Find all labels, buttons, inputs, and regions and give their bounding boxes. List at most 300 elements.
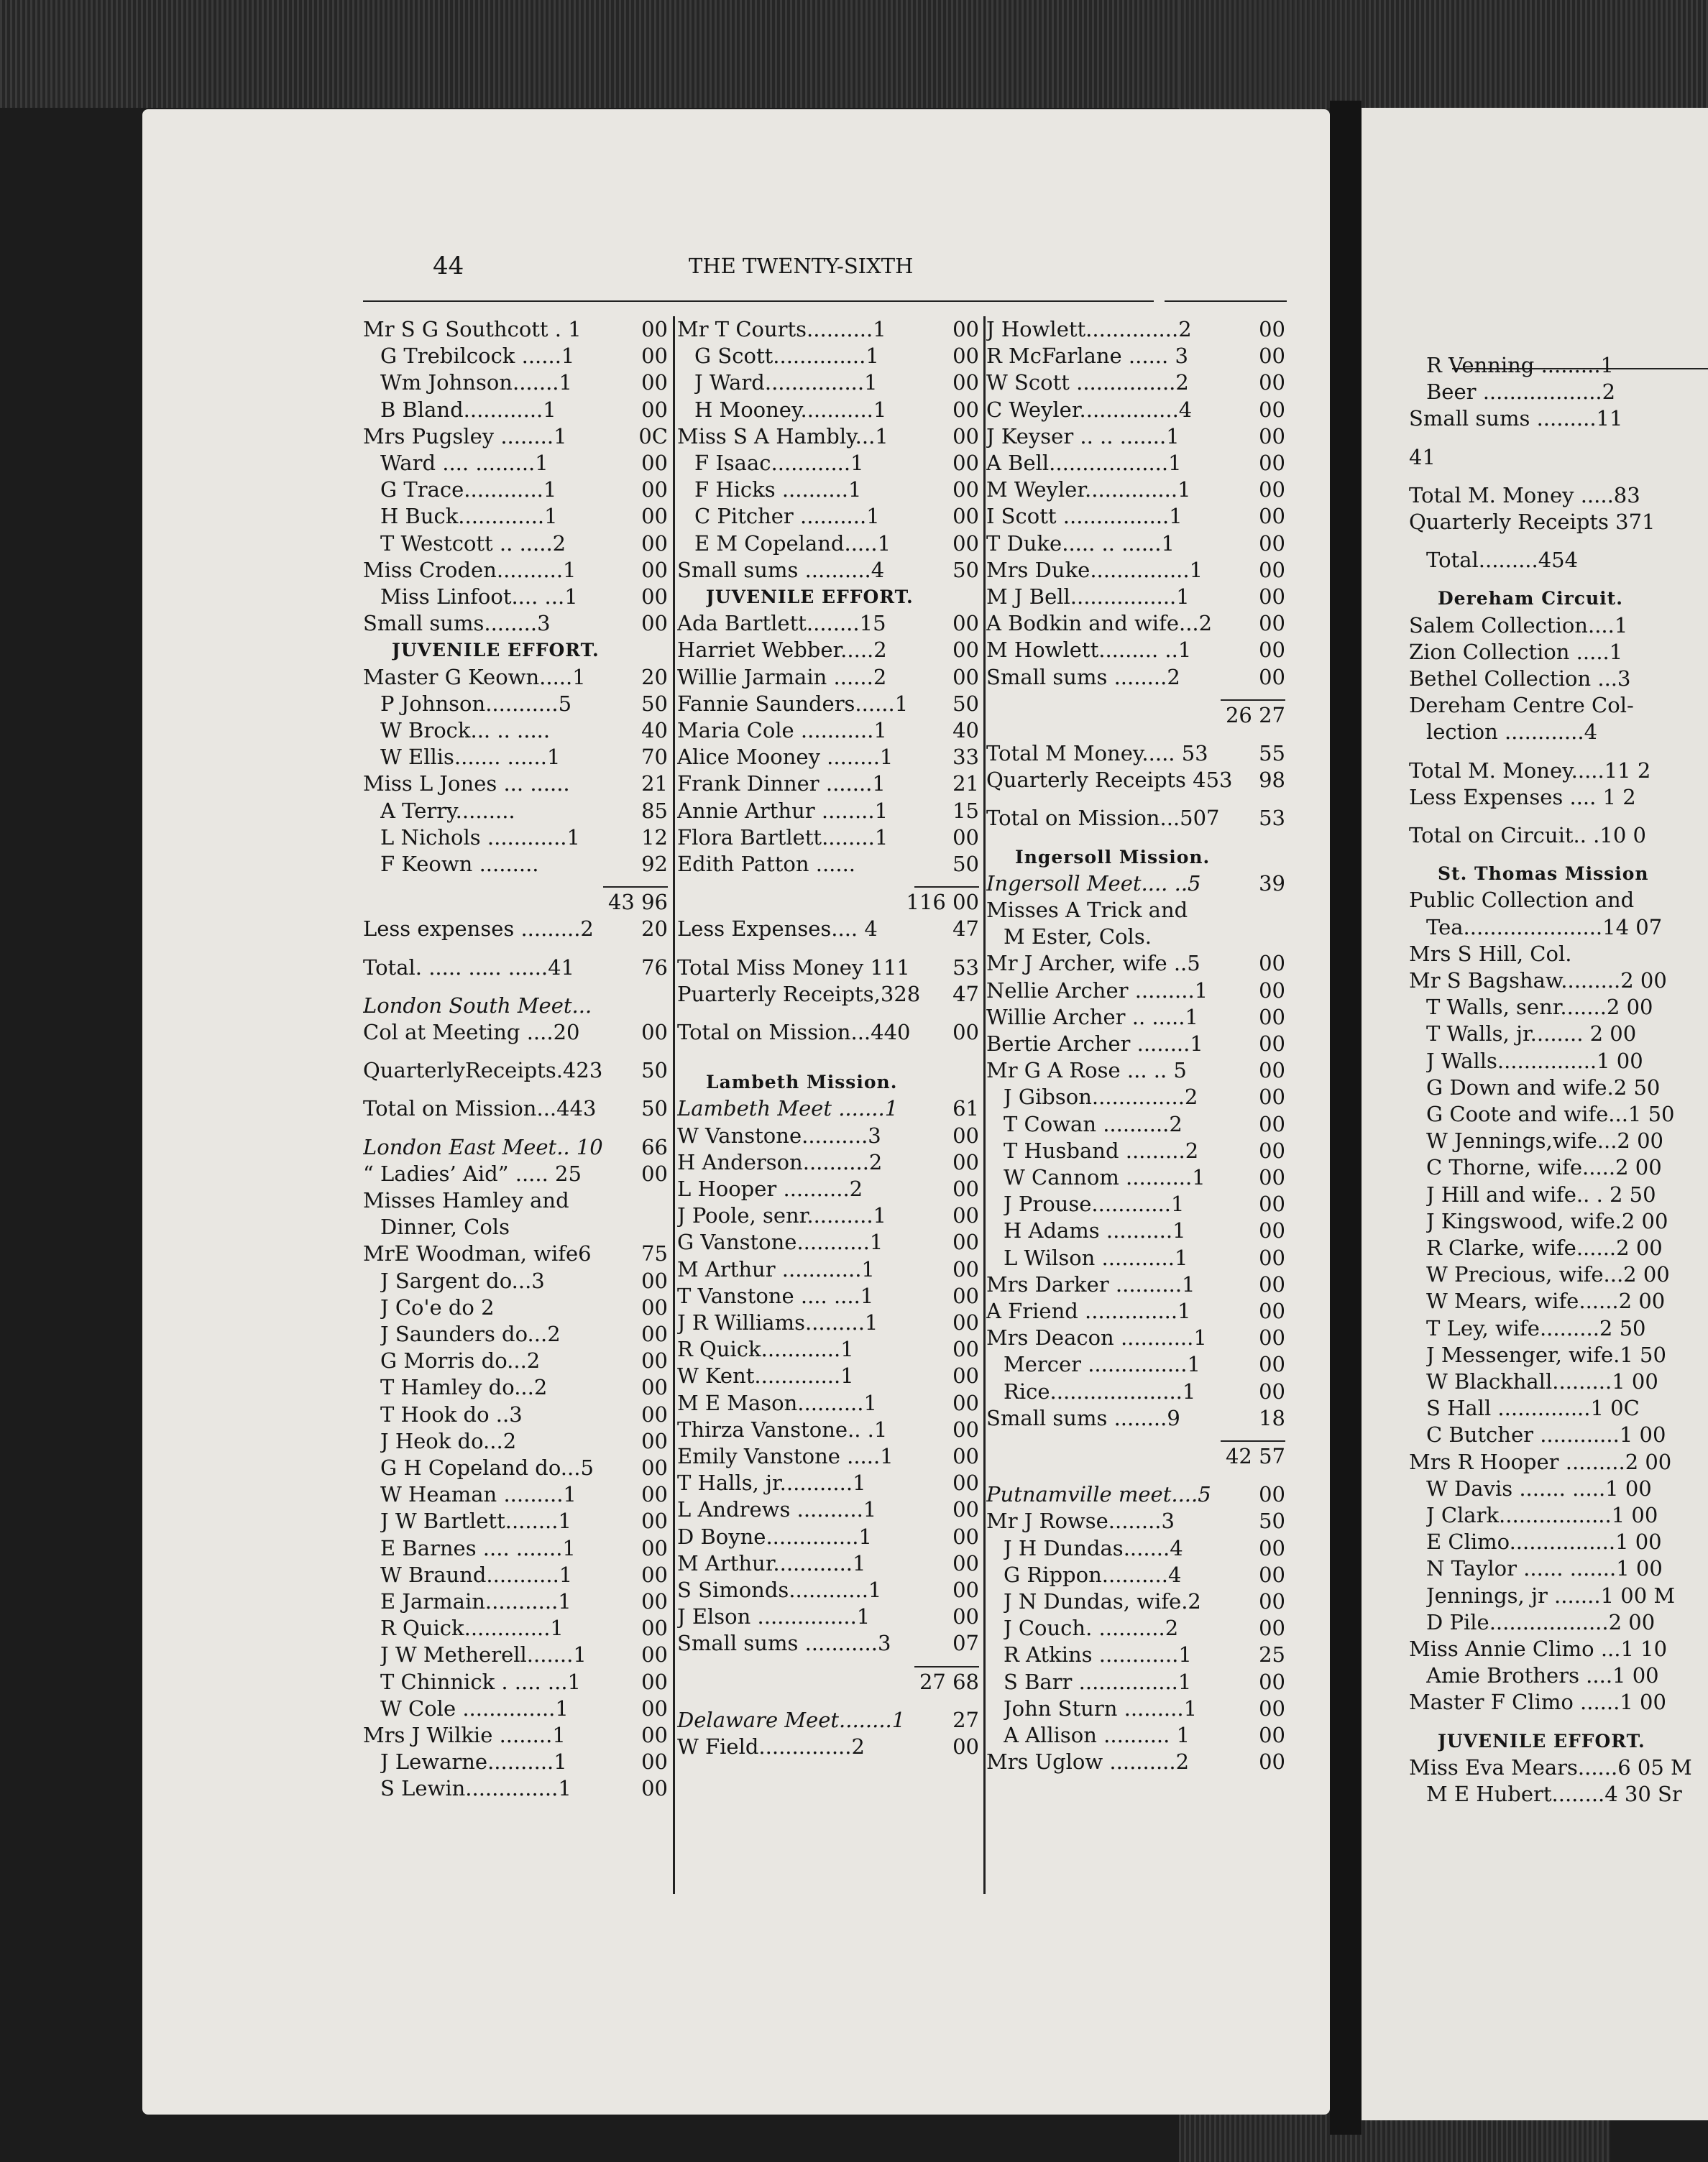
ledger-entry: W Jennings,wife...2 00: [1426, 1128, 1664, 1154]
ledger-entry: Less Expenses.... 4: [677, 916, 878, 942]
ledger-entry: Total.........454: [1426, 548, 1579, 573]
ledger-entry: Willie Archer .. .....1: [986, 1004, 1198, 1029]
amount-cents: 00: [1259, 1723, 1285, 1747]
ledger-entry: T Hamley do...2: [380, 1375, 548, 1400]
amount-cents: 00: [641, 1294, 668, 1320]
ledger-entry: W Cole ..............1: [380, 1696, 569, 1721]
ledger-entry: J Hill and wife.. . 2 50: [1426, 1182, 1656, 1207]
ledger-entry: L Andrews ..........1: [677, 1497, 877, 1522]
ledger-entry: Puarterly Receipts,328: [677, 981, 921, 1006]
ledger-entry: Less Expenses .... 1 2: [1409, 784, 1636, 809]
ledger-entry: Fannie Saunders......1: [677, 691, 909, 716]
amount-cents: 00: [1259, 1669, 1285, 1694]
amount-cents: 00: [1259, 1245, 1285, 1270]
amount-cents: 00: [1259, 1325, 1285, 1351]
amount-cents: 00: [952, 397, 979, 422]
ledger-entry: Lambeth Meet .......1: [677, 1096, 899, 1121]
amount-cents: 00: [952, 1734, 979, 1759]
ledger-entry: Col at Meeting ....20: [363, 1020, 580, 1044]
ledger-entry: Maria Cole ...........1: [677, 718, 887, 742]
ledger-entry: “ Ladies’ Aid” ..... 25: [363, 1161, 582, 1186]
amount-cents: 0C: [638, 423, 668, 448]
ledger-entry: M E Hubert........4 30 Sr: [1426, 1782, 1682, 1806]
ledger-entry: Total M. Money .....83: [1409, 482, 1640, 507]
ledger-entry: J H Dundas.......4: [1004, 1535, 1183, 1560]
ledger-entry: Mr S G Southcott . 1: [363, 317, 582, 341]
ledger-entry: Master G Keown.....1: [363, 664, 586, 689]
amount-cents: 00: [952, 1578, 979, 1602]
ledger-entry: J Kingswood, wife.2 00: [1426, 1208, 1668, 1233]
amount-cents: 15: [952, 798, 979, 823]
amount-cents: 00: [1259, 1616, 1285, 1641]
ledger-entry: M Weyler..............1: [986, 477, 1191, 502]
amount-cents: 00: [952, 1524, 979, 1549]
ledger-entry: Salem Collection....1: [1409, 612, 1628, 638]
amount-cents: 00: [952, 451, 979, 475]
amount-cents: 61: [952, 1096, 979, 1121]
amount-cents: 00: [952, 1471, 979, 1496]
page-title: THE TWENTY-SIXTH: [689, 254, 914, 278]
header-rule-right: [1165, 300, 1287, 302]
amount-cents: 00: [641, 530, 668, 556]
amount-cents: 00: [1259, 664, 1285, 689]
amount-cents: 00: [1259, 1482, 1285, 1507]
amount-cents: 47: [952, 981, 979, 1006]
amount-cents: 00: [952, 1390, 979, 1415]
ledger-entry: Frank Dinner .......1: [677, 771, 886, 796]
amount-cents: 00: [1259, 978, 1285, 1003]
ledger-entry: W Davis ....... .....1 00: [1426, 1476, 1652, 1501]
ledger-entry: Beer ..................2: [1426, 380, 1616, 405]
ledger-entry: Total M. Money.....11 2: [1409, 758, 1651, 783]
ledger-entry: D Boyne..............1: [677, 1524, 872, 1549]
ledger-entry: J Elson ...............1: [677, 1604, 871, 1629]
ledger-entry: Less expenses .........2: [363, 916, 594, 942]
ledger-entry: W Scott ...............2: [986, 370, 1189, 395]
ledger-entry: W Braund...........1: [380, 1562, 573, 1587]
amount-cents: 00: [952, 1444, 979, 1468]
ledger-entry: T Ley, wife.........2 50: [1426, 1315, 1646, 1340]
ledger-entry: C Butcher ............1 00: [1426, 1422, 1666, 1448]
ledger-entry: D Pile..................2 00: [1426, 1609, 1656, 1634]
amount-cents: 70: [641, 745, 668, 770]
amount-cents: 00: [952, 344, 979, 369]
amount-cents: 00: [952, 1550, 979, 1576]
ledger-entry: T Walls, jr........ 2 00: [1426, 1021, 1637, 1046]
ledger-entry: R McFarlane ...... 3: [986, 344, 1188, 369]
amount-cents: 00: [641, 1562, 668, 1587]
ledger-entry: T Walls, senr.......2 00: [1426, 995, 1653, 1020]
ledger-entry: S Hall ..............1 0C: [1426, 1396, 1640, 1421]
ledger-entry: Miss Eva Mears......6 05 M: [1409, 1754, 1692, 1780]
ledger-entry: A Terry.........: [380, 798, 515, 823]
ledger-entry: G Scott..............1: [694, 344, 879, 369]
ledger-entry: W Vanstone..........3: [677, 1123, 881, 1148]
ledger-entry: M E Mason..........1: [677, 1390, 877, 1415]
amount-cents: 00: [641, 1455, 668, 1480]
ledger-entry: G Vanstone...........1: [677, 1230, 883, 1255]
amount-cents: 00: [1259, 530, 1285, 556]
column-divider-2: [983, 316, 986, 1894]
amount-cents: 00: [641, 477, 668, 502]
ledger-entry: J Ward...............1: [694, 370, 878, 395]
amount-cents: 50: [1259, 1509, 1285, 1534]
amount-cents: 50: [952, 852, 979, 876]
amount-cents: 00: [641, 397, 668, 422]
amount-cents: 00: [952, 611, 979, 636]
amount-cents: 00: [1259, 1535, 1285, 1560]
ledger-entry: J Clark.................1 00: [1426, 1503, 1658, 1527]
ledger-entry: Mrs Deacon ...........1: [986, 1325, 1207, 1351]
ledger-entry: MrE Woodman, wife6: [363, 1241, 592, 1266]
ledger-entry: H Buck.............1: [380, 504, 558, 529]
section-heading: JUVENILE EFFORT.: [392, 640, 600, 661]
ledger-entry: T Halls, jr...........1: [677, 1471, 866, 1496]
ledger-entry: G Morris do...2: [380, 1348, 541, 1374]
amount-cents: 00: [641, 451, 668, 475]
ledger-entry: London South Meet...: [363, 993, 592, 1018]
amount-cents: 00: [952, 1230, 979, 1255]
amount-cents: 00: [1259, 1031, 1285, 1056]
amount-cents: 00: [1259, 1058, 1285, 1083]
ledger-entry: W Cannom ..........1: [1004, 1165, 1206, 1190]
ledger-entry: T Westcott .. .....2: [380, 530, 566, 556]
amount-cents: 00: [641, 1509, 668, 1534]
section-heading: Lambeth Mission.: [706, 1072, 898, 1093]
amount-cents: 00: [641, 1428, 668, 1453]
ledger-entry: J Walls...............1 00: [1426, 1048, 1643, 1073]
amount-cents: 00: [641, 1749, 668, 1775]
section-heading: Dereham Circuit.: [1438, 588, 1623, 610]
ledger-entry: Harriet Webber.....2: [677, 638, 887, 663]
amount-cents: 25: [1259, 1642, 1285, 1668]
ledger-entry: 41: [1409, 444, 1436, 469]
ledger-entry: Public Collection and: [1409, 888, 1635, 913]
amount-cents: [1244, 924, 1285, 950]
amount-cents: 00: [641, 1020, 668, 1044]
ledger-entry: Mrs Uglow ..........2: [986, 1749, 1190, 1775]
ledger-entry: Rice....................1: [1004, 1379, 1196, 1404]
amount-cents: 00: [1259, 1004, 1285, 1029]
ledger-entry: J Heok do...2: [380, 1428, 517, 1453]
ledger-entry: S Simonds............1: [677, 1578, 882, 1602]
amount-cents: 00: [1259, 1111, 1285, 1136]
amount-cents: 53: [1259, 806, 1285, 831]
amount-cents: 00: [1259, 504, 1285, 529]
ledger-entry: L Wilson ...........1: [1004, 1245, 1188, 1270]
ledger-entry: Annie Arthur ........1: [677, 798, 889, 823]
ledger-entry: W Mears, wife......2 00: [1426, 1289, 1666, 1314]
amount-cents: 00: [952, 1497, 979, 1522]
ledger-entry: Nellie Archer .........1: [986, 978, 1208, 1003]
amount-cents: 00: [952, 664, 979, 689]
ledger-entry: Jennings, jr .......1 00 M: [1426, 1583, 1676, 1608]
amount-cents: 00: [1259, 397, 1285, 422]
amount-cents: 00: [641, 1696, 668, 1721]
ledger-entry: Mr G A Rose ... .. 5: [986, 1058, 1187, 1083]
amount-cents: 21: [952, 771, 979, 796]
ledger-entry: Total on Mission...443: [363, 1096, 597, 1121]
amount-cents: [623, 1187, 668, 1214]
ledger-entry: G Coote and wife...1 50: [1426, 1102, 1675, 1126]
amount-cents: 00: [952, 1123, 979, 1148]
amount-cents: 00: [1259, 1138, 1285, 1163]
ledger-entry: Small sums ........2: [986, 664, 1180, 689]
ledger-entry: Total on Mission...440: [677, 1020, 911, 1044]
ledger-entry: A Allison .......... 1: [1004, 1723, 1190, 1747]
amount-cents: 00: [952, 1149, 979, 1174]
amount-cents: 00: [952, 1310, 979, 1335]
amount-cents: 00: [1259, 611, 1285, 636]
ledger-entry: Mr J Archer, wife ..5: [986, 951, 1200, 976]
ledger-entry: B Bland............1: [380, 397, 556, 422]
ledger-entry: G Trace............1: [380, 477, 557, 502]
amount-cents: 98: [1259, 768, 1285, 793]
amount-cents: 00: [1259, 1165, 1285, 1190]
ledger-entry: A Bell..................1: [986, 451, 1182, 475]
ledger-entry: Misses Hamley and: [363, 1188, 569, 1213]
ledger-entry: J Couch. ..........2: [1004, 1616, 1179, 1641]
ledger-entry: M Arthur ............1: [677, 1256, 875, 1282]
ledger-entry: G Down and wife.2 50: [1426, 1075, 1661, 1100]
ledger-entry: G H Copeland do...5: [380, 1455, 594, 1480]
ledger-entry: Mr S Bagshaw.........2 00: [1409, 968, 1667, 993]
amount-cents: 00: [1259, 951, 1285, 976]
ledger-entry: W Heaman .........1: [380, 1482, 577, 1507]
ledger-entry: E Jarmain...........1: [380, 1589, 571, 1614]
ledger-entry: J Messenger, wife.1 50: [1426, 1342, 1666, 1367]
ledger-entry: E Barnes .... .......1: [380, 1535, 576, 1560]
amount-cents: 00: [641, 1642, 668, 1668]
amount-cents: 21: [641, 771, 668, 796]
ledger-entry: Mrs Pugsley ........1: [363, 423, 567, 448]
section-heading: St. Thomas Mission: [1438, 863, 1649, 885]
amount-cents: 00: [952, 317, 979, 341]
ledger-entry: E Climo................1 00: [1426, 1530, 1662, 1555]
amount-cents: 00: [1259, 584, 1285, 609]
ledger-entry: R Quick.............1: [380, 1616, 564, 1641]
amount-cents: 42 57: [1225, 1444, 1285, 1468]
ledger-entry: Mrs R Hooper .........2 00: [1409, 1449, 1672, 1474]
amount-cents: 00: [641, 1616, 668, 1641]
ledger-entry: F Keown .........: [380, 852, 539, 876]
ledger-entry: Edith Patton ......: [677, 852, 856, 876]
ledger-entry: A Friend ..............1: [986, 1299, 1191, 1323]
amount-cents: 00: [1259, 557, 1285, 582]
subtotal-rule: [603, 886, 668, 888]
amount-cents: 00: [641, 1161, 668, 1186]
amount-cents: 76: [641, 954, 668, 980]
ledger-entry: J Lewarne..........1: [380, 1749, 567, 1775]
amount-cents: 00: [952, 477, 979, 502]
ledger-entry: J Poole, senr..........1: [677, 1203, 887, 1228]
ledger-entry: J W Metherell.......1: [380, 1642, 587, 1668]
ledger-entry: T Cowan ..........2: [1004, 1111, 1183, 1136]
ledger-entry: Mercer ...............1: [1004, 1352, 1200, 1377]
ledger-entry: T Vanstone .... ....1: [677, 1283, 874, 1308]
ledger-entry: M Ester, Cols.: [1004, 924, 1152, 949]
amount-cents: 00: [641, 611, 668, 636]
ledger-entry: Ward .... .........1: [380, 451, 548, 475]
ledger-entry: Ingersoll Meet.... ..5: [986, 870, 1201, 896]
amount-cents: 00: [1259, 1192, 1285, 1217]
amount-cents: 50: [641, 1058, 668, 1083]
amount-cents: 00: [1259, 317, 1285, 341]
ledger-entry: Total on Circuit.. .10 0: [1409, 823, 1646, 847]
amount-cents: 00: [1259, 477, 1285, 502]
amount-cents: 85: [641, 798, 668, 823]
amount-cents: 33: [952, 745, 979, 770]
amount-cents: 00: [1259, 1271, 1285, 1297]
amount-cents: 00: [952, 1203, 979, 1228]
ledger-entry: A Bodkin and wife...2: [986, 611, 1213, 636]
ledger-entry: F Hicks ..........1: [694, 477, 862, 502]
ledger-entry: Quarterly Receipts 453: [986, 768, 1233, 793]
amount-cents: 00: [641, 1669, 668, 1694]
amount-cents: 00: [641, 1482, 668, 1507]
amount-cents: 00: [1259, 1749, 1285, 1775]
amount-cents: 00: [952, 1337, 979, 1362]
ledger-entry: Emily Vanstone .....1: [677, 1444, 894, 1468]
ledger-entry: Small sums ........9: [986, 1405, 1180, 1430]
ledger-entry: Miss Linfoot.... ...1: [380, 584, 578, 609]
ledger-entry: M J Bell................1: [986, 584, 1190, 609]
amount-cents: 116 00: [906, 890, 979, 915]
amount-cents: 00: [1259, 1085, 1285, 1110]
subtotal-rule: [1221, 1440, 1285, 1442]
ledger-entry: R Atkins ............1: [1004, 1642, 1192, 1668]
ledger-entry: F Isaac............1: [694, 451, 864, 475]
amount-cents: 12: [641, 824, 668, 850]
amount-cents: 27: [952, 1707, 979, 1732]
amount-cents: 00: [1259, 638, 1285, 663]
ledger-entry: T Hook do ..3: [380, 1402, 523, 1427]
ledger-entry: S Barr ...............1: [1004, 1669, 1192, 1694]
amount-cents: 20: [641, 916, 668, 942]
section-heading: Ingersoll Mission.: [1015, 846, 1211, 868]
ledger-entry: W Brock... .. .....: [380, 718, 551, 742]
amount-cents: 00: [641, 317, 668, 341]
amount-cents: 00: [641, 1268, 668, 1293]
ledger-entry: Miss L Jones ... ......: [363, 771, 570, 796]
amount-cents: 55: [1259, 741, 1285, 765]
amount-cents: 00: [952, 824, 979, 850]
ledger-entry: J Keyser .. .. .......1: [986, 423, 1180, 448]
ledger-entry: R Venning .........1: [1426, 353, 1614, 377]
amount-cents: 00: [641, 1348, 668, 1374]
ledger-entry: Putnamville meet....5: [986, 1482, 1211, 1507]
amount-cents: 00: [641, 1535, 668, 1560]
amount-cents: 00: [1259, 1352, 1285, 1377]
amount-cents: 00: [952, 1177, 979, 1201]
ledger-entry: L Nichols ............1: [380, 824, 580, 850]
ledger-entry: Misses A Trick and: [986, 898, 1188, 922]
ledger-entry: Mrs Darker ..........1: [986, 1271, 1195, 1297]
ledger-entry: John Sturn .........1: [1004, 1696, 1198, 1721]
column-divider-1: [673, 316, 675, 1894]
ledger-entry: J N Dundas, wife.2: [1004, 1589, 1201, 1614]
ledger-entry: I Scott ................1: [986, 504, 1183, 529]
amount-cents: 40: [641, 718, 668, 742]
ledger-entry: Total M Money..... 53: [986, 741, 1208, 765]
subtotal-rule: [914, 886, 979, 888]
ledger-entry: J Prouse............1: [1004, 1192, 1185, 1217]
ledger-entry: Amie Brothers ....1 00: [1426, 1663, 1659, 1688]
amount-cents: 50: [952, 691, 979, 716]
ledger-entry: W Ellis....... ......1: [380, 745, 561, 770]
ledger-entry: Dereham Centre Col-: [1409, 693, 1634, 718]
amount-cents: 00: [641, 1589, 668, 1614]
ledger-entry: W Precious, wife...2 00: [1426, 1262, 1670, 1287]
amount-cents: 00: [1259, 1696, 1285, 1721]
ledger-entry: Alice Mooney ........1: [677, 745, 894, 770]
ledger-entry: Bethel Collection ...3: [1409, 666, 1631, 691]
subtotal-rule: [1221, 699, 1285, 701]
amount-cents: 00: [641, 1322, 668, 1346]
amount-cents: 00: [1259, 423, 1285, 448]
ledger-entry: Ada Bartlett........15: [677, 611, 886, 636]
section-heading: JUVENILE EFFORT.: [706, 586, 914, 607]
ledger-entry: J Howlett..............2: [986, 317, 1192, 341]
amount-cents: 00: [1259, 451, 1285, 475]
ledger-entry: N Taylor ...... .......1 00: [1426, 1556, 1663, 1581]
ledger-entry: J Saunders do...2: [380, 1322, 561, 1346]
amount-cents: 00: [952, 1020, 979, 1044]
ledger-entry: Small sums........3: [363, 611, 551, 636]
ledger-entry: Small sums .........11: [1409, 406, 1623, 431]
amount-cents: [623, 1214, 668, 1241]
ledger-entry: Mr J Rowse........3: [986, 1509, 1175, 1534]
amount-cents: 00: [641, 370, 668, 395]
ledger-entry: M Howlett......... ..1: [986, 638, 1192, 663]
amount-cents: 26 27: [1225, 702, 1285, 727]
ledger-entry: C Thorne, wife.....2 00: [1426, 1155, 1662, 1180]
ledger-entry: Wm Johnson.......1: [380, 370, 572, 395]
amount-cents: [1244, 897, 1285, 924]
amount-cents: 00: [952, 370, 979, 395]
amount-cents: 00: [952, 530, 979, 556]
amount-cents: 00: [952, 423, 979, 448]
ledger-entry: Willie Jarmain ......2: [677, 664, 887, 689]
ledger-entry: London East Meet.. 10: [363, 1134, 603, 1159]
ledger-entry: R Quick............1: [677, 1337, 854, 1362]
amount-cents: 00: [952, 638, 979, 663]
amount-cents: 27 68: [919, 1669, 979, 1694]
ledger-entry: Miss Croden..........1: [363, 557, 577, 582]
amount-cents: 00: [641, 1402, 668, 1427]
ledger-entry: T Chinnick . .... ...1: [380, 1669, 581, 1694]
amount-cents: 75: [641, 1241, 668, 1266]
ledger-entry: C Pitcher ..........1: [694, 504, 880, 529]
ledger-entry: W Kent.............1: [677, 1363, 854, 1389]
amount-cents: 18: [1259, 1405, 1285, 1430]
ledger-entry: Tea.....................14 07: [1426, 914, 1663, 939]
ledger-entry: Flora Bartlett........1: [677, 824, 889, 850]
subtotal-rule: [914, 1666, 979, 1668]
amount-cents: 07: [952, 1631, 979, 1656]
book-gutter: [1330, 101, 1362, 2135]
amount-cents: 00: [641, 557, 668, 582]
amount-cents: 50: [641, 691, 668, 716]
ledger-entry: T Husband .........2: [1004, 1138, 1199, 1163]
amount-cents: 00: [952, 1604, 979, 1629]
page-number: 44: [433, 252, 464, 280]
amount-cents: 43 96: [607, 890, 668, 915]
ledger-entry: Master F Climo ......1 00: [1409, 1690, 1666, 1715]
ledger-entry: H Adams ..........1: [1004, 1218, 1186, 1243]
amount-cents: 00: [952, 1283, 979, 1308]
amount-cents: 00: [641, 344, 668, 369]
